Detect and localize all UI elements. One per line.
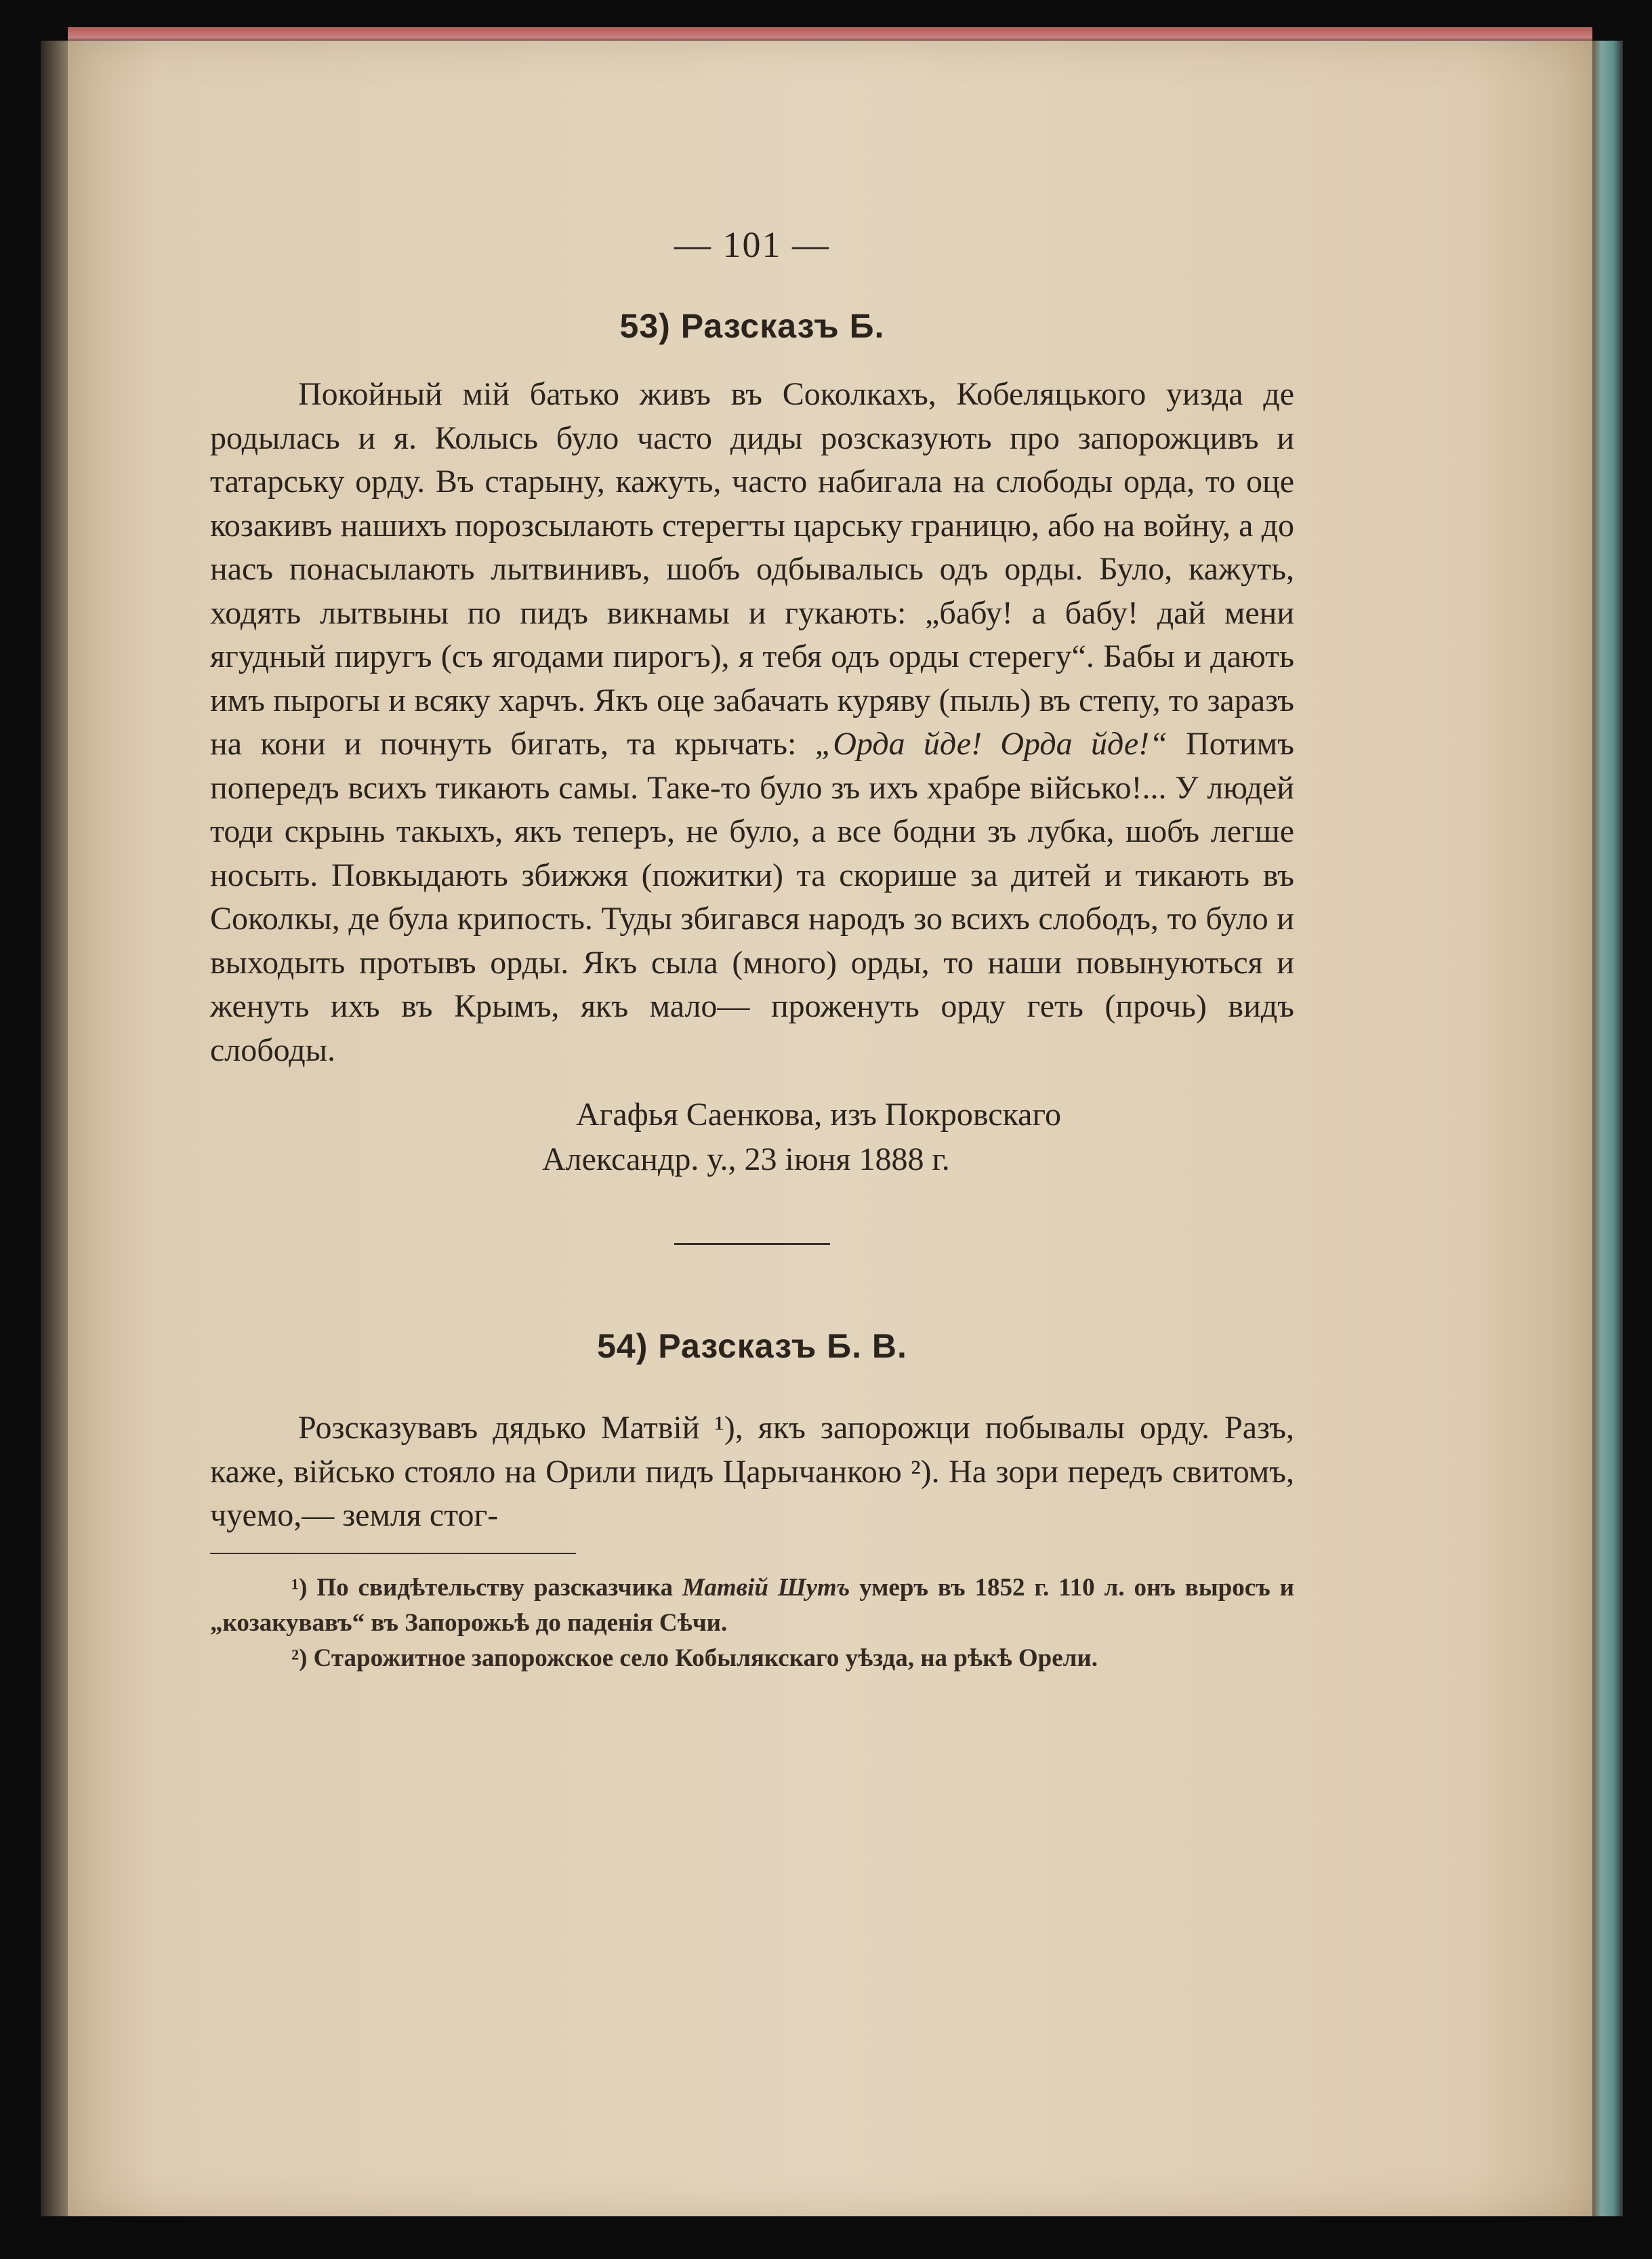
footnote-divider	[210, 1553, 576, 1554]
story-54-text: Розсказувавъ дядько Матвій ¹), якъ запорожци побывалы орду. Разъ, каже, військо стояло на Орили пидъ Царычанкою ²). На зори передъ свитомъ, чуемо,— земля стог-	[210, 1410, 1294, 1533]
footnote-2: ²) Старожитное запорожское село Кобылякскаго уѣзда, на рѣкѣ Орели.	[291, 1644, 1098, 1672]
footnote-1-part1: ¹) По свидѣтельству разсказчика	[291, 1573, 682, 1602]
book-fore-edge	[1592, 41, 1623, 2216]
page-number: — 101 —	[674, 224, 830, 265]
story-54-title: 54) Разсказъ Б. В.	[597, 1327, 907, 1365]
signature-line-1: Агафья Саенкова, изъ Покровскаго	[576, 1097, 1061, 1133]
story-53-quote: „Орда йде! Орда йде!“	[814, 726, 1168, 762]
story-53-title: 53) Разсказъ Б.	[619, 307, 885, 345]
footnote-1	[210, 1570, 1294, 1641]
story-53-text	[210, 373, 1294, 1072]
story-53-text-part2: Потимъ попередъ всихъ тикають самы. Таке-то було зъ ихъ храбре військо!... У людей тоди скрынь такыхъ, якъ теперъ, не було, а все бодни зъ лубка, шобъ легше носыть. Повкыдають збижжя (пожитки) та скорише за дитей и тикають въ Соколкы, де була крипость. Туды збигався народъ зо всихъ слободъ, то було и выходыть протывъ орды. Якъ сыла (много) орды, то наши повынуються и женуть ихъ въ Крымъ, якъ мало— проженуть орду геть (прочь) видъ слободы.	[210, 726, 1295, 1068]
story-53-signature	[210, 1093, 1294, 1182]
book-spine-shadow	[41, 41, 68, 2216]
footnote-1-part2: умеръ въ 1852 г. 110 л. онъ выросъ и „козакувавъ“ въ Запорожьѣ до паденія Сѣчи.	[210, 1573, 1294, 1637]
footnote-1-name: Матвій Шутъ	[682, 1573, 850, 1602]
page-content	[210, 224, 1294, 1676]
section-divider	[674, 1243, 830, 1245]
story-53-text-part1: Покойный мій батько живъ въ Соколкахъ, Кобеляцького уизда де родылась и я. Колысь було часто диды розсказують про запорожцивъ и татарську орду. Въ старыну, кажуть, часто набигала на слободы орда, то оце козакивъ нашихъ порозсылають стерегты царську границю, або на войну, а до насъ понасылають лытвинивъ, шобъ одбывалысь одъ орды. Було, кажуть, ходять лытвыны по пидъ викнамы и гукають: „бабу! а бабу! дай мени ягудный пиругъ (съ ягодами пирогъ), я тебя одъ орды стерегу“. Бабы и дають имъ пырогы и всяку харчъ. Якъ оце забачать куряву (пыль) въ степу, то заразъ на кони и почнуть бигать, та крычать:	[210, 376, 1294, 762]
signature-line-2: Александр. у., 23 іюня 1888 г.	[542, 1141, 950, 1177]
